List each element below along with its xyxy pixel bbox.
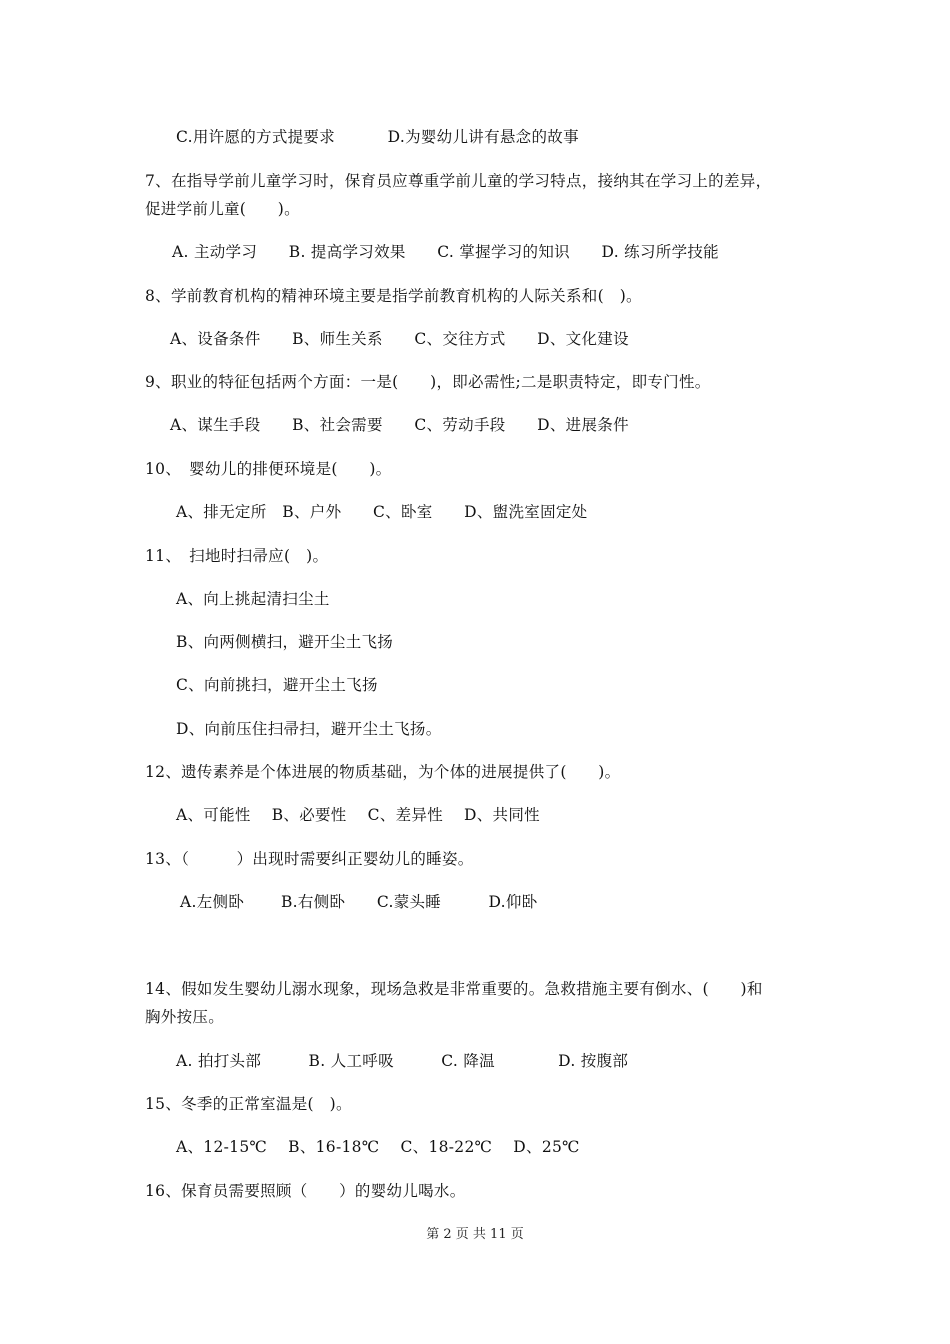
q9-question: 9、职业的特征包括两个方面：一是( )，即必需性;二是职责特定，即专门性。 — [145, 373, 711, 391]
q7-question-line1: 7、在指导学前儿童学习时，保育员应尊重学前儿童的学习特点，接纳其在学习上的差异， — [145, 172, 772, 190]
q9-options: A、谋生手段 B、社会需要 C、劳动手段 D、进展条件 — [170, 416, 629, 434]
q14-question-line1: 14、假如发生婴幼儿溺水现象，现场急救是非常重要的。急救措施主要有倒水、( )和 — [145, 980, 763, 998]
q11-option-c: C、向前挑扫，避开尘土飞扬 — [176, 676, 378, 694]
q11-option-a: A、向上挑起清扫尘土 — [176, 590, 330, 608]
q8-options: A、设备条件 B、师生关系 C、交往方式 D、文化建设 — [170, 330, 629, 348]
q11-option-d: D、向前压住扫帚扫，避开尘土飞扬。 — [176, 720, 442, 738]
q14-question-line2: 胸外按压。 — [145, 1008, 225, 1026]
q15-options: A、12-15℃ B、16-18℃ C、18-22℃ D、25℃ — [176, 1138, 580, 1156]
q14-options: A. 拍打头部 B. 人工呼吸 C. 降温 D. 按腹部 — [176, 1052, 629, 1070]
q15-question: 15、冬季的正常室温是( )。 — [145, 1095, 352, 1113]
q12-options: A、可能性 B、必要性 C、差异性 D、共同性 — [176, 806, 540, 824]
q10-options: A、排无定所 B、户外 C、卧室 D、盥洗室固定处 — [176, 503, 588, 521]
q16-question: 16、保育员需要照顾（ ）的婴幼儿喝水。 — [145, 1182, 466, 1200]
q13-options: A.左侧卧 B.右侧卧 C.蒙头睡 D.仰卧 — [180, 893, 538, 911]
q7-options: A. 主动学习 B. 提高学习效果 C. 掌握学习的知识 D. 练习所学技能 — [172, 243, 719, 261]
page-footer: 第 2 页 共 11 页 — [426, 1227, 524, 1242]
q7-question-line2: 促进学前儿童( )。 — [145, 200, 300, 218]
q6-options-cd: C.用许愿的方式提要求 D.为婴幼儿讲有悬念的故事 — [176, 128, 579, 146]
q11-option-b: B、向两侧横扫，避开尘土飞扬 — [176, 633, 394, 651]
q12-question: 12、遗传素养是个体进展的物质基础，为个体的进展提供了( )。 — [145, 763, 621, 781]
q13-question: 13、（ ）出现时需要纠正婴幼儿的睡姿。 — [145, 850, 474, 868]
q11-question: 11、 扫地时扫帚应( )。 — [145, 547, 329, 565]
q8-question: 8、学前教育机构的精神环境主要是指学前教育机构的人际关系和( )。 — [145, 287, 642, 305]
q10-question: 10、 婴幼儿的排便环境是( )。 — [145, 460, 392, 478]
